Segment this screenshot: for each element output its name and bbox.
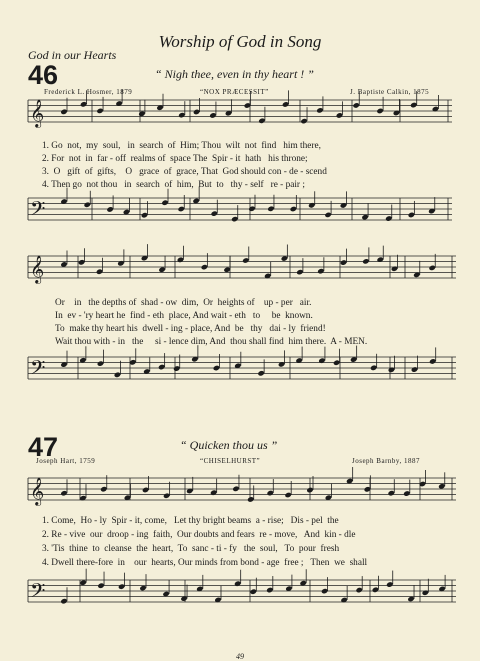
note-head (306, 487, 313, 493)
note-head (410, 102, 417, 108)
verse-line: In ev - 'ry heart he find - eth place, And wait - eth to be known. (55, 311, 313, 321)
note-head (80, 101, 87, 107)
note-head (355, 587, 362, 593)
note-head (141, 212, 148, 218)
verse-line: To make thy heart his dwell - ing - place, And be thy dai - ly friend! (55, 324, 326, 334)
note-head (117, 260, 124, 266)
note-head (316, 107, 323, 113)
note-head (324, 212, 331, 218)
verse-line: 1. Come, Ho - ly Spir - it, come, Let thy bright beams a - rise; Dis - pel the (42, 516, 339, 526)
clef-icon: 𝄞 (30, 255, 45, 283)
clef-icon: 𝄞 (30, 99, 45, 127)
note-head (340, 259, 347, 265)
verse-line: 4. Then go not thou in search of him, But to thy - self re - pair ; (42, 180, 305, 190)
verse-line: Wait thou with - in the si - lence dim, And thou shall find him there. A - MEN. (55, 337, 368, 347)
hymn-47-tune: “CHISELHURST” (200, 457, 261, 465)
verse-line: 2. Re - vive our droop - ing faith, Our doubts and fears re - move, And kin - dle (42, 530, 356, 540)
note-head (178, 112, 185, 118)
note-head (429, 358, 436, 364)
note-head (97, 360, 104, 366)
note-head (193, 109, 200, 115)
note-head (242, 257, 249, 263)
note-head (247, 496, 254, 502)
note-head (60, 109, 67, 115)
hymn-46-tune: “NOX PRÆCESSIT” (200, 88, 269, 96)
hymn-46-author: Frederick L. Hosmer, 1879 (44, 88, 133, 96)
note-head (142, 487, 149, 493)
note-head (391, 266, 398, 272)
note-head (232, 486, 239, 492)
note-head (84, 202, 91, 208)
note-head (408, 212, 415, 218)
note-head (438, 483, 445, 489)
note-head (429, 265, 436, 271)
note-head (388, 490, 395, 496)
note-head (353, 102, 360, 108)
page-title: Worship of God in Song (158, 32, 322, 51)
note-head (300, 118, 307, 124)
note-head (178, 206, 185, 212)
note-head (361, 214, 368, 220)
clef-icon: 𝄢 (30, 197, 46, 225)
hymn-46-composer: J. Baptiste Calkin, 1875 (350, 88, 430, 96)
verse-line: 3. O gift of gifts, O grace of grace, That God should con - de - scend (42, 167, 327, 177)
note-head (385, 215, 392, 221)
note-head (213, 365, 220, 371)
note-head (411, 366, 418, 372)
note-head (258, 118, 265, 124)
note-head (370, 365, 377, 371)
note-head (177, 257, 184, 263)
hymn-46-quote: “ Nigh thee, even in thy heart ! ” (155, 67, 314, 81)
note-head (161, 199, 168, 205)
hymn-46-number: 46 (28, 60, 59, 90)
note-head (388, 367, 395, 373)
note-head (96, 268, 103, 274)
note-head (211, 210, 218, 216)
hymn-47-quote: “ Quicken thou us ” (180, 438, 278, 452)
note-head (284, 492, 291, 498)
staff-lines (28, 100, 456, 602)
verse-line: Or in the depths of shad - ow dim, Or heights of up - per air. (55, 298, 312, 308)
note-heads (60, 90, 446, 605)
note-head (248, 206, 255, 212)
hymn-47-number: 47 (28, 432, 59, 462)
note-head (158, 266, 165, 272)
note-head (96, 108, 103, 114)
hymn-47-composer: Joseph Barnby, 1887 (352, 457, 420, 465)
note-head (106, 206, 113, 212)
note-head (372, 587, 379, 593)
note-head (79, 579, 86, 585)
note-head (250, 588, 257, 594)
note-head (114, 372, 121, 378)
note-head (267, 206, 274, 212)
note-head (386, 581, 393, 587)
page-number: 49 (236, 652, 244, 661)
note-head (282, 101, 289, 107)
note-head (317, 268, 324, 274)
clef-icon: 𝄢 (30, 579, 46, 607)
clef-icon: 𝄢 (30, 356, 46, 384)
note-head (60, 490, 67, 496)
note-head (210, 489, 217, 495)
note-head (209, 112, 216, 118)
verse-line: 3. 'Tis thine to cleanse the heart, To sanc - ti - fy the soul, To pour fresh (42, 544, 340, 554)
section-label: God in our Hearts (28, 48, 117, 62)
note-head (296, 269, 303, 275)
note-head (138, 111, 145, 117)
note-head (290, 206, 297, 212)
hymn-47-author: Joseph Hart, 1759 (36, 457, 96, 465)
note-head (318, 357, 325, 363)
note-head (100, 486, 107, 492)
note-head (336, 112, 343, 118)
note-head (173, 365, 180, 371)
note-head (266, 587, 273, 593)
note-head (60, 598, 67, 604)
note-head (158, 364, 165, 370)
note-head (267, 490, 274, 496)
note-head (422, 590, 429, 596)
note-head (163, 493, 170, 499)
note-head (376, 108, 383, 114)
note-head (78, 259, 85, 265)
verse-line: 4. Dwell there-fore in our hearts, Our minds from bond - age free ; Then we shall (42, 558, 368, 568)
note-head (321, 588, 328, 594)
note-head (308, 202, 315, 208)
note-head (362, 258, 369, 264)
note-head (257, 370, 264, 376)
note-head (234, 580, 241, 586)
clef-icon: 𝄞 (30, 477, 45, 505)
note-head (231, 216, 238, 222)
verse-line: 1. Go not, my soul, in search of Him; Thou wilt not find him there, (42, 141, 321, 151)
note-head (118, 583, 125, 589)
note-head (333, 360, 340, 366)
clef-signs (30, 99, 45, 607)
note-head (403, 490, 410, 496)
note-head (97, 582, 104, 588)
verse-line: 2. For not in far - off realms of space The Spir - it hath his throne; (42, 154, 308, 164)
note-head (201, 264, 208, 270)
